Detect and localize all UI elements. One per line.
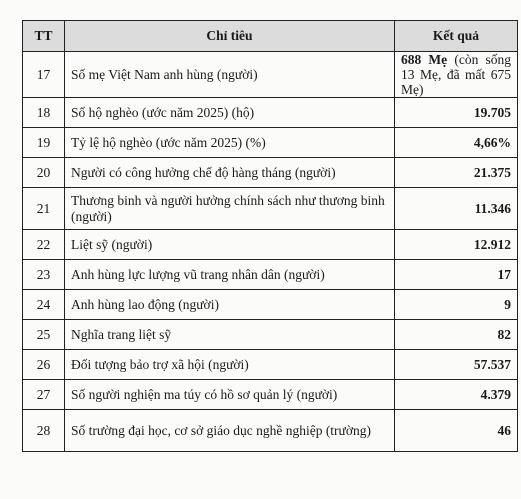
row-indicator: Số mẹ Việt Nam anh hùng (người)	[65, 52, 395, 98]
table-row	[23, 128, 518, 158]
row-number: 23	[23, 260, 65, 290]
row-result: 4.379	[395, 380, 518, 410]
header-result: Kết quả	[395, 21, 518, 52]
header-row	[23, 21, 518, 52]
row-number: 21	[23, 188, 65, 230]
row-indicator: Số người nghiện ma túy có hồ sơ quản lý (người)	[65, 380, 395, 410]
table-body	[23, 52, 518, 452]
row-indicator: Thương binh và người hưởng chính sách như thương binh (người)	[65, 188, 395, 230]
row-number: 24	[23, 290, 65, 320]
table-header	[23, 21, 518, 52]
table-row	[23, 260, 518, 290]
row-number: 25	[23, 320, 65, 350]
table-row	[23, 98, 518, 128]
row-number: 19	[23, 128, 65, 158]
table-row	[23, 380, 518, 410]
row-result: 17	[395, 260, 518, 290]
table-row	[23, 290, 518, 320]
table-row	[23, 320, 518, 350]
row-result: 11.346	[395, 188, 518, 230]
table-row	[23, 410, 518, 452]
table-row	[23, 52, 518, 98]
table-row	[23, 350, 518, 380]
row-number: 17	[23, 52, 65, 98]
row-result: 19.705	[395, 98, 518, 128]
row-result: 46	[395, 410, 518, 452]
row-indicator: Số hộ nghèo (ước năm 2025) (hộ)	[65, 98, 395, 128]
header-tt: TT	[23, 21, 65, 52]
row-result-bold: 688 Mẹ	[401, 52, 448, 67]
row-number: 28	[23, 410, 65, 452]
row-indicator: Đối tượng bảo trợ xã hội (người)	[65, 350, 395, 380]
table-row	[23, 158, 518, 188]
row-indicator: Người có công hưởng chế độ hàng tháng (người)	[65, 158, 395, 188]
row-number: 20	[23, 158, 65, 188]
row-indicator: Nghĩa trang liệt sỹ	[65, 320, 395, 350]
row-result: 9	[395, 290, 518, 320]
row-result: 4,66%	[395, 128, 518, 158]
table-row	[23, 188, 518, 230]
header-indicator: Chỉ tiêu	[65, 21, 395, 52]
row-result: 82	[395, 320, 518, 350]
row-number: 27	[23, 380, 65, 410]
row-indicator: Tỷ lệ hộ nghèo (ước năm 2025) (%)	[65, 128, 395, 158]
statistics-table	[22, 20, 518, 452]
row-number: 22	[23, 230, 65, 260]
row-result: 57.537	[395, 350, 518, 380]
table-row	[23, 230, 518, 260]
row-indicator: Anh hùng lực lượng vũ trang nhân dân (người)	[65, 260, 395, 290]
row-result: 21.375	[395, 158, 518, 188]
row-result-note: (còn sống 13 Mẹ, đã mất 675 Mẹ)	[401, 52, 511, 97]
row-indicator: Số trường đại học, cơ sở giáo dục nghề nghiệp (trường)	[65, 410, 395, 452]
row-result: 12.912	[395, 230, 518, 260]
row-indicator: Liệt sỹ (người)	[65, 230, 395, 260]
row-number: 18	[23, 98, 65, 128]
row-result	[395, 52, 518, 98]
row-number: 26	[23, 350, 65, 380]
row-indicator: Anh hùng lao động (người)	[65, 290, 395, 320]
